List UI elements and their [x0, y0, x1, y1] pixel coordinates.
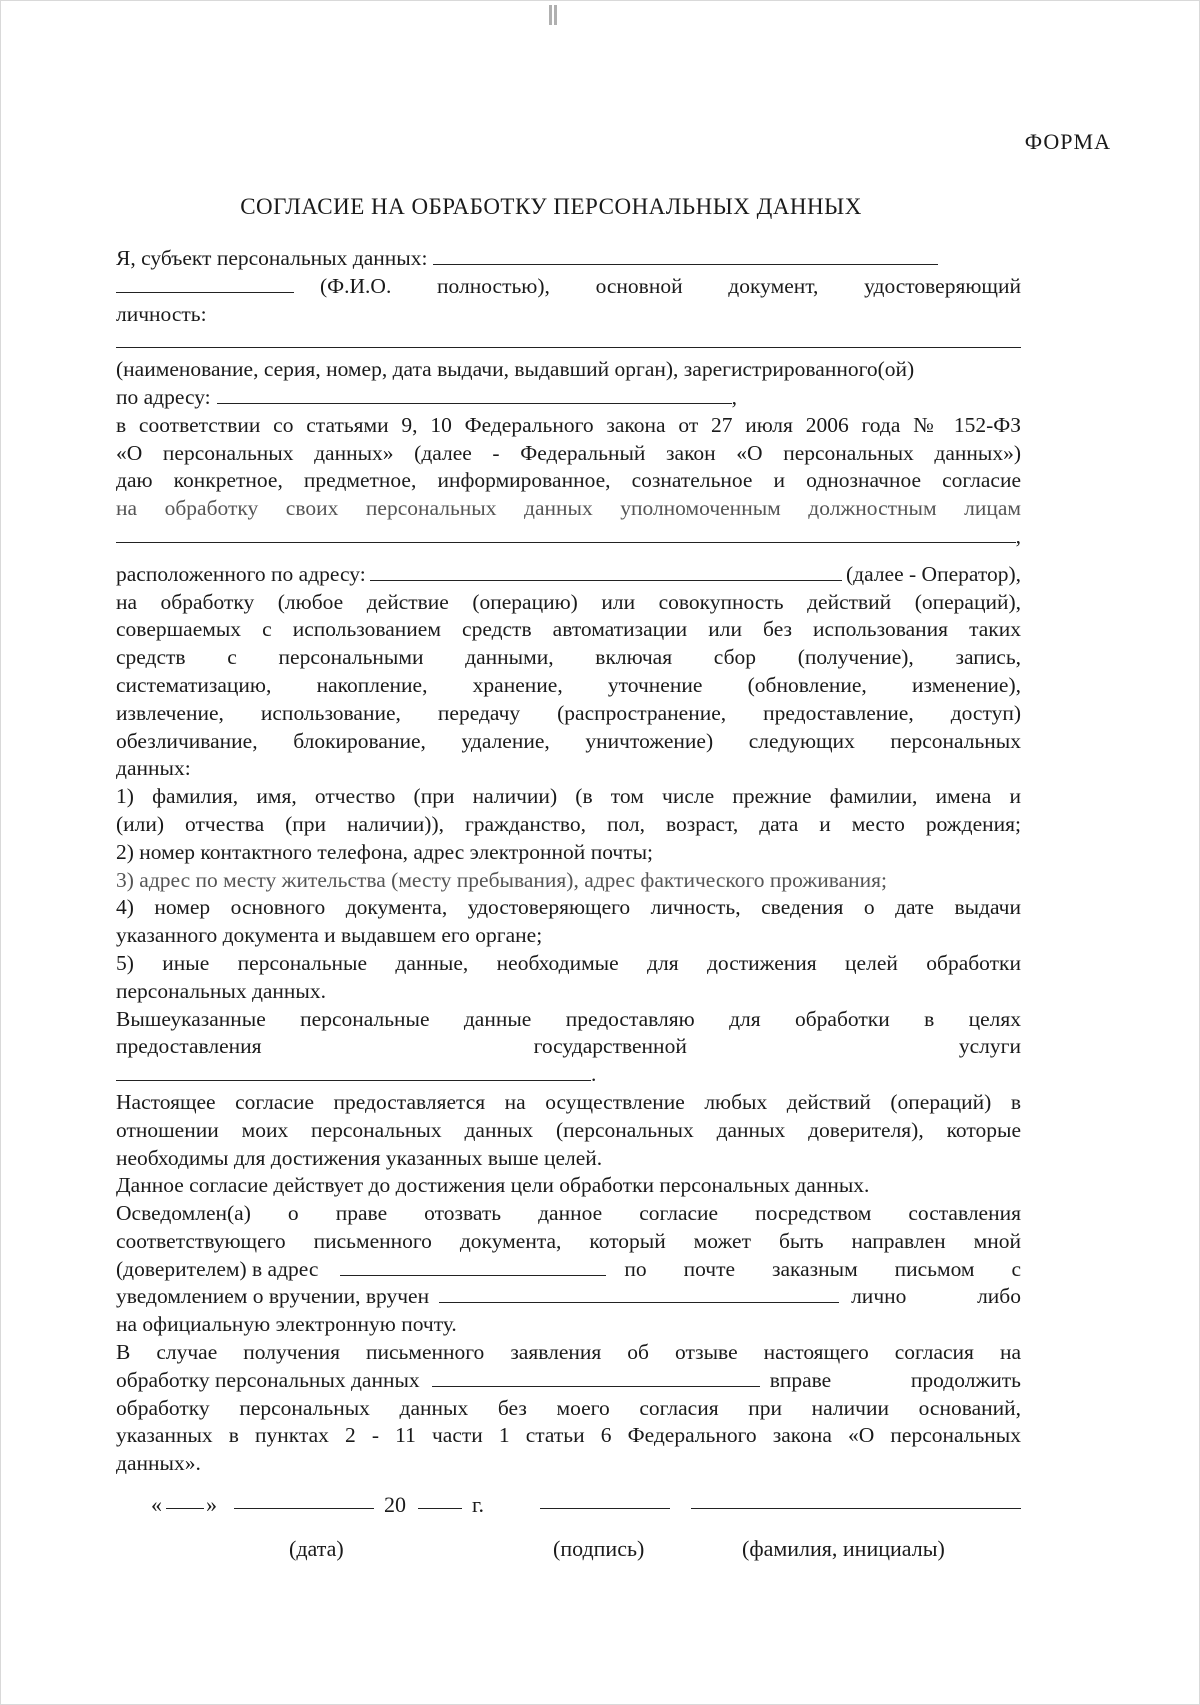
doc-hint: (наименование, серия, номер, дата выдачи, выдавший орган), зарегистрированного(ой) [116, 357, 915, 382]
subject-label: Я, субъект персональных данных: [116, 246, 428, 270]
identity-label: личность: [116, 301, 207, 326]
item-3-text: 3) адрес по месту жительства (месту пребывания), адрес фактического проживания; [116, 867, 888, 892]
address-blank [217, 385, 732, 404]
operator-address-line [116, 562, 1021, 590]
fio-hint: (Ф.И.О. полностью), основной документ, удостоверяющий [320, 273, 1021, 298]
item-1a-text: 1) фамилия, имя, отчество (при наличии) (в том числе прежние фамилии, имена и [116, 784, 1021, 809]
withdraw-line-1 [116, 1340, 1021, 1368]
address-label: по адресу: [116, 384, 211, 409]
operator-label: (далее - Оператор), [845, 561, 1021, 586]
item-1a [116, 784, 1021, 812]
subject-name-blank [433, 246, 938, 265]
revoke-line-1 [116, 1201, 1021, 1229]
law-line-4 [116, 496, 1021, 524]
signature-caption: (подпись) [553, 1536, 645, 1561]
address-comma: , [731, 384, 738, 409]
processing-text-4: систематизацию, накопление, хранение, уточнение (обновление, изменение), [116, 672, 1021, 697]
purpose-text-1: Вышеуказанные персональные данные предоставляю для обработки в целях [116, 1006, 1021, 1031]
full-name-caption: (фамилия, инициалы) [742, 1536, 945, 1561]
consent-line-3 [116, 1146, 1021, 1174]
officials-blank [116, 524, 1016, 543]
withdraw-text-4: указанных в пунктах 2 - 11 части 1 статьи 6 Федерального закона «О персональных [116, 1423, 1021, 1448]
date-year-prefix: 20 [384, 1492, 406, 1517]
revoke-text-3a: (доверителем) в адрес [116, 1256, 319, 1281]
processing-line-1 [116, 590, 1021, 618]
withdraw-text-1: В случае получения письменного заявления об отзыве настоящего согласия на [116, 1340, 1021, 1365]
withdraw-operator-blank [432, 1368, 760, 1387]
law-text-1: в соответствии со статьями 9, 10 Федерального закона от 27 июля 2006 года № 152-ФЗ [116, 412, 1021, 437]
purpose-line-1 [116, 1007, 1021, 1035]
law-text-4: на обработку своих персональных данных уполномоченным должностным лицам [116, 496, 1021, 521]
revoke-text-4b: лично либо [851, 1284, 1021, 1309]
processing-line-5 [116, 701, 1021, 729]
staple-mark [549, 5, 557, 25]
operator-address-label: расположенного по адресу: [116, 561, 366, 586]
law-text-2: «О персональных данных» (далее - Федеральный закон «О персональных данных») [116, 440, 1021, 465]
identity-blank-line [116, 329, 1021, 357]
processing-text-6: обезличивание, блокирование, удаление, уничтожение) следующих персональных [116, 728, 1021, 753]
processing-line-4 [116, 673, 1021, 701]
item-5a-text: 5) иные персональные данные, необходимые для достижения целей обработки [116, 950, 1021, 975]
law-line-2 [116, 441, 1021, 469]
date-year-suffix: г. [472, 1492, 485, 1517]
withdraw-line-3 [116, 1396, 1021, 1424]
address-line [116, 385, 1021, 413]
validity-text: Данное согласие действует до достижения цели обработки персональных данных. [116, 1173, 870, 1198]
subject-name-blank-cont [116, 274, 294, 293]
item-5b-text: персональных данных. [116, 978, 327, 1003]
identity-doc-blank [116, 329, 1021, 348]
full-name-blank [691, 1490, 1021, 1509]
officials-comma: , [1015, 523, 1021, 548]
revoke-text-5: на официальную электронную почту. [116, 1312, 457, 1337]
processing-text-1: на обработку (любое действие (операцию) или совокупность действий (операций), [116, 589, 1021, 614]
revoke-line-3 [116, 1257, 1021, 1285]
consent-text-3: необходимы для достижения указанных выше целей. [116, 1145, 603, 1170]
signature-blank [540, 1490, 670, 1509]
law-text-3: даю конкретное, предметное, информированное, сознательное и однозначное согласие [116, 468, 1021, 493]
withdraw-line-4 [116, 1423, 1021, 1451]
purpose-text-2: предоставления государственной услуги [116, 1034, 1021, 1059]
date-month-blank [234, 1490, 374, 1509]
revoke-line-5 [116, 1312, 1021, 1340]
date-day-blank [166, 1490, 204, 1509]
processing-text-3: средств с персональными данными, включая сбор (получение), запись, [116, 645, 1021, 670]
law-line-3 [116, 468, 1021, 496]
revoke-address-blank [340, 1257, 606, 1276]
item-1b [116, 812, 1021, 840]
date-caption: (дата) [289, 1536, 344, 1561]
date-year-blank [418, 1490, 462, 1509]
document-title: СОГЛАСИЕ НА ОБРАБОТКУ ПЕРСОНАЛЬНЫХ ДАННЫХ [240, 194, 862, 219]
fio-line [116, 274, 1021, 302]
revoke-text-1: Осведомлен(а) о праве отозвать данное согласие посредством составления [116, 1201, 1021, 1226]
processing-text-5: извлечение, использование, передачу (распространение, предоставление, доступ) [116, 700, 1021, 725]
form-label: ФОРМА [1024, 129, 1111, 154]
item-4a-text: 4) номер основного документа, удостоверяющего личность, сведения о дате выдачи [116, 895, 1021, 920]
withdraw-line-5 [116, 1451, 1021, 1479]
withdraw-text-2b: вправе продолжить [769, 1367, 1021, 1392]
withdraw-text-3: обработку персональных данных без моего согласия при наличии оснований, [116, 1395, 1021, 1420]
withdraw-text-5: данных». [116, 1451, 201, 1476]
date-close-quote: » [206, 1492, 217, 1517]
item-2 [116, 840, 1021, 868]
consent-text-2: отношении моих персональных данных (персональных данных доверителя), которые [116, 1117, 1021, 1142]
validity-line [116, 1173, 1021, 1201]
item-2-text: 2) номер контактного телефона, адрес электронной почты; [116, 839, 654, 864]
operator-address-blank [370, 562, 842, 581]
processing-line-7 [116, 756, 1021, 784]
revoke-text-4a: уведомлением о вручении, вручен [116, 1284, 430, 1309]
officials-blank-line [116, 524, 1021, 552]
revoke-line-4 [116, 1284, 1021, 1312]
item-5b [116, 979, 1021, 1007]
item-1b-text: (или) отчества (при наличии)), гражданство, пол, возраст, дата и место рождения; [116, 811, 1021, 836]
document-body [116, 246, 1021, 1479]
consent-text-1: Настоящее согласие предоставляется на осуществление любых действий (операций) в [116, 1089, 1021, 1114]
processing-text-2: совершаемых с использованием средств автоматизации или без использования таких [116, 617, 1021, 642]
revoke-text-2: соответствующего письменного документа, который может быть направлен мной [116, 1228, 1021, 1253]
revoke-line-2 [116, 1229, 1021, 1257]
doc-hint-line [116, 357, 1021, 385]
item-5a [116, 951, 1021, 979]
signature-row [116, 1486, 1021, 1526]
processing-line-6 [116, 729, 1021, 757]
item-4b-text: указанного документа и выдавшем его органе; [116, 923, 543, 948]
revoke-delivered-blank [439, 1284, 839, 1303]
consent-line-2 [116, 1118, 1021, 1146]
identity-line [116, 302, 1021, 330]
date-open-quote: « [151, 1492, 162, 1517]
revoke-text-3b: по почте заказным письмом с [624, 1256, 1021, 1281]
withdraw-text-2a: обработку персональных данных [116, 1367, 420, 1392]
processing-line-2 [116, 617, 1021, 645]
item-3 [116, 868, 1021, 896]
purpose-line-2 [116, 1034, 1021, 1062]
consent-line-1 [116, 1090, 1021, 1118]
law-line-1 [116, 413, 1021, 441]
service-name-blank [116, 1062, 591, 1081]
subject-line [116, 246, 1021, 274]
processing-text-7: данных: [116, 756, 191, 781]
service-blank-line [116, 1062, 1021, 1090]
processing-line-3 [116, 645, 1021, 673]
item-4a [116, 895, 1021, 923]
item-4b [116, 923, 1021, 951]
service-period: . [591, 1062, 597, 1087]
withdraw-line-2 [116, 1368, 1021, 1396]
